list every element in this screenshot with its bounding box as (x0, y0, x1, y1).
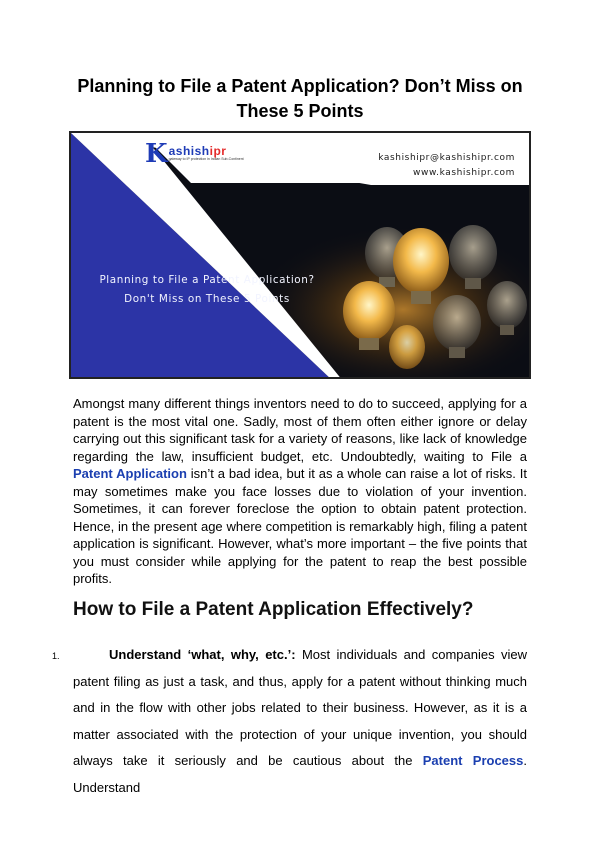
document-title: Planning to File a Patent Application? Don’t Miss on These 5 Points (77, 76, 523, 121)
intro-text-1: Amongst many different things inventors need to do to succeed, applying for a patent is the most vital one. Sadly, most of them often either ignore or delay carrying out this significant task for a variety of reasons, like lack of knowledge regarding the law, insufficient budget, etc. Undoubtedly, waiting to File a (73, 396, 527, 464)
banner-image (69, 131, 531, 379)
intro-paragraph (73, 395, 527, 588)
logo-name-main: ashish (168, 144, 210, 158)
logo-name-accent: ipr (209, 144, 227, 158)
logo-tagline: gateway to IP protection in Indian Sub-Continent (168, 157, 244, 161)
list-item-number: 1. (52, 651, 60, 661)
logo-mark: K (145, 139, 168, 169)
patent-process-link[interactable]: Patent Process (422, 753, 524, 768)
list-item-title: Understand ‘what, why, etc.’: (109, 647, 296, 662)
list-item-text-2: . Understand (73, 753, 527, 795)
patent-application-link[interactable]: Patent Application (73, 466, 187, 481)
intro-text-2: isn’t a bad idea, but it as a whole can raise a lot of risks. It may sometimes make you face losses due to violation of your invention. Sometimes, it can forever foreclose the option to obtain patent protection. Hence, in the present age where competition is remarkably high, filing a patent application is significant. However, what’s more important – the five points that you must consider while applying for the patent to reap the best possible profits. (73, 466, 528, 586)
banner-caption: Planning to File a Patent Application? Don't Miss on These 5 Points (99, 274, 315, 305)
kashishipr-logo (145, 141, 244, 169)
logo-name (169, 145, 244, 157)
section-heading: How to File a Patent Application Effectively? (73, 599, 474, 620)
list-item (73, 642, 527, 801)
contact-info (378, 151, 515, 181)
contact-website: www.kashishipr.com (413, 168, 515, 178)
contact-email: kashishipr@kashishipr.com (378, 153, 515, 163)
list-item-text-1: Most individuals and companies view patent filing as just a task, and thus, apply for a patent without thinking much and in the flow with other jobs related to their business. However, as it is a matter associated with the protection of your unique invention, you should always take it seriously and be cautious about the (73, 647, 527, 768)
